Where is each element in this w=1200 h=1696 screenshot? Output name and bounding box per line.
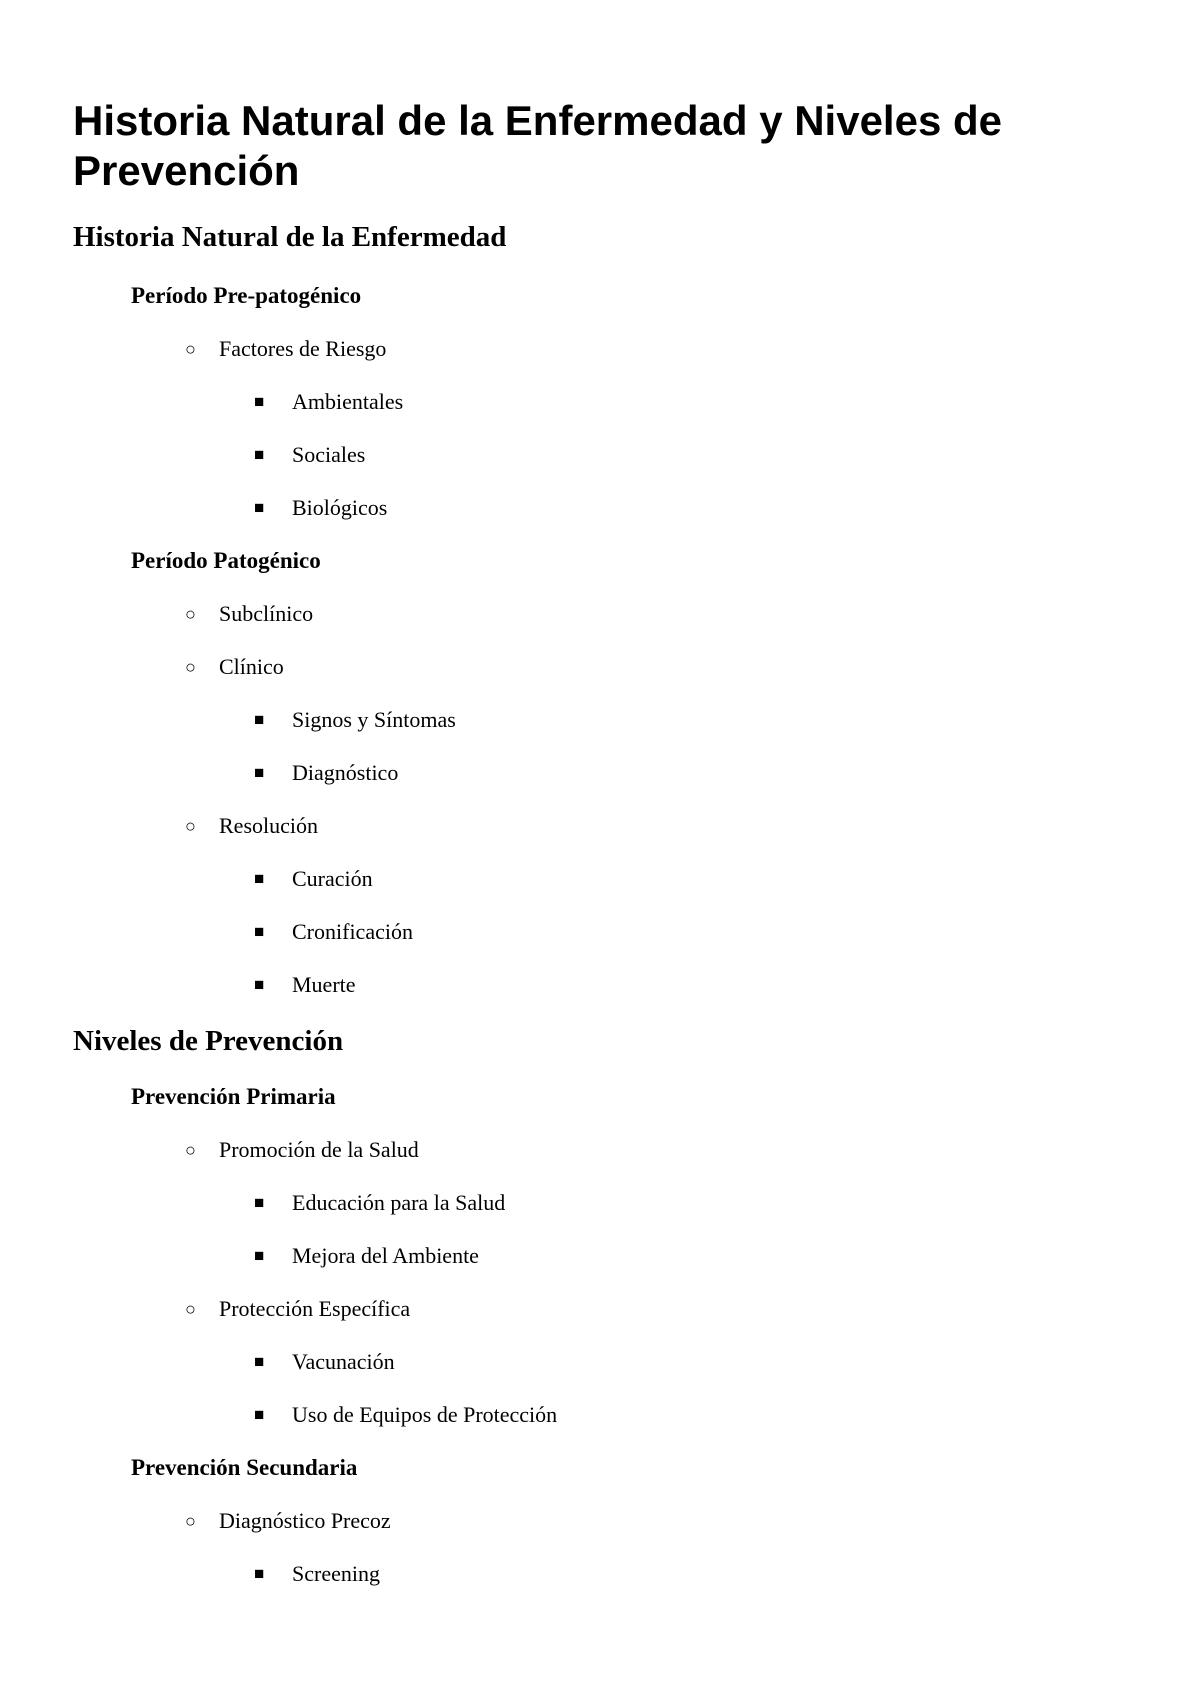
list-subitem <box>73 1559 1133 1589</box>
section-heading: Niveles de Prevención <box>73 1025 344 1057</box>
subsection-heading: Período Pre-patogénico <box>131 283 362 308</box>
list-subitem-label: Cronificación <box>292 919 413 944</box>
list-subitem <box>73 387 1133 417</box>
list-item-label: Promoción de la Salud <box>219 1137 419 1162</box>
list-subitem-label: Muerte <box>292 972 356 997</box>
list-item <box>73 652 1133 682</box>
list-subitem <box>73 705 1133 735</box>
list-subitem <box>73 493 1133 523</box>
list-subitem-label: Screening <box>292 1561 380 1586</box>
list-item-label: Diagnóstico Precoz <box>219 1508 391 1533</box>
subsection-heading: Prevención Secundaria <box>131 1455 358 1480</box>
square-bullet-icon: ■ <box>254 975 265 994</box>
list-item <box>73 1135 1133 1165</box>
list-subitem-label: Diagnóstico <box>292 760 399 785</box>
list-subitem <box>73 864 1133 894</box>
list-subitem <box>73 1241 1133 1271</box>
list-subitem <box>73 758 1133 788</box>
square-bullet-icon: ■ <box>254 1193 265 1212</box>
list-subitem <box>73 917 1133 947</box>
list-item <box>73 334 1133 364</box>
list-item-label: Factores de Riesgo <box>219 336 387 361</box>
list-subitem-label: Mejora del Ambiente <box>292 1243 479 1268</box>
square-bullet-icon: ■ <box>254 445 265 464</box>
hollow-circle-bullet-icon: ○ <box>185 1511 196 1531</box>
square-bullet-icon: ■ <box>254 1564 265 1583</box>
list-item-label: Clínico <box>219 654 284 679</box>
list-item <box>73 811 1133 841</box>
hollow-circle-bullet-icon: ○ <box>185 657 196 677</box>
section-heading: Historia Natural de la Enfermedad <box>73 221 507 253</box>
square-bullet-icon: ■ <box>254 1352 265 1371</box>
list-item-label: Subclínico <box>219 601 314 626</box>
list-item <box>73 1506 1133 1536</box>
list-item-label: Resolución <box>219 813 318 838</box>
subsection-heading: Período Patogénico <box>131 548 321 573</box>
section-historia-natural <box>73 219 1133 1000</box>
square-bullet-icon: ■ <box>254 869 265 888</box>
list-subitem-label: Biológicos <box>292 495 388 520</box>
square-bullet-icon: ■ <box>254 922 265 941</box>
list-item <box>73 1294 1133 1324</box>
list-item <box>73 599 1133 629</box>
list-subitem <box>73 1188 1133 1218</box>
list-subitem-label: Sociales <box>292 442 366 467</box>
list-subitem <box>73 1400 1133 1430</box>
section-niveles-prevencion <box>73 1023 1133 1589</box>
list-item-label: Protección Específica <box>219 1296 411 1321</box>
list-subitem-label: Vacunación <box>292 1349 395 1374</box>
list-subitem <box>73 440 1133 470</box>
list-subitem-label: Uso de Equipos de Protección <box>292 1402 558 1427</box>
hollow-circle-bullet-icon: ○ <box>185 816 196 836</box>
square-bullet-icon: ■ <box>254 763 265 782</box>
square-bullet-icon: ■ <box>254 1246 265 1265</box>
hollow-circle-bullet-icon: ○ <box>185 604 196 624</box>
list-subitem-label: Ambientales <box>292 389 404 414</box>
list-subitem-label: Educación para la Salud <box>292 1190 506 1215</box>
hollow-circle-bullet-icon: ○ <box>185 1299 196 1319</box>
square-bullet-icon: ■ <box>254 710 265 729</box>
square-bullet-icon: ■ <box>254 498 265 517</box>
list-subitem <box>73 1347 1133 1377</box>
list-subitem-label: Signos y Síntomas <box>292 707 456 732</box>
hollow-circle-bullet-icon: ○ <box>185 339 196 359</box>
subsection-heading: Prevención Primaria <box>131 1084 336 1109</box>
square-bullet-icon: ■ <box>254 392 265 411</box>
page-title: Historia Natural de la Enfermedad y Niveles de Prevención <box>73 97 1003 194</box>
square-bullet-icon: ■ <box>254 1405 265 1424</box>
hollow-circle-bullet-icon: ○ <box>185 1140 196 1160</box>
list-subitem-label: Curación <box>292 866 373 891</box>
list-subitem <box>73 970 1133 1000</box>
document <box>73 96 1133 1612</box>
